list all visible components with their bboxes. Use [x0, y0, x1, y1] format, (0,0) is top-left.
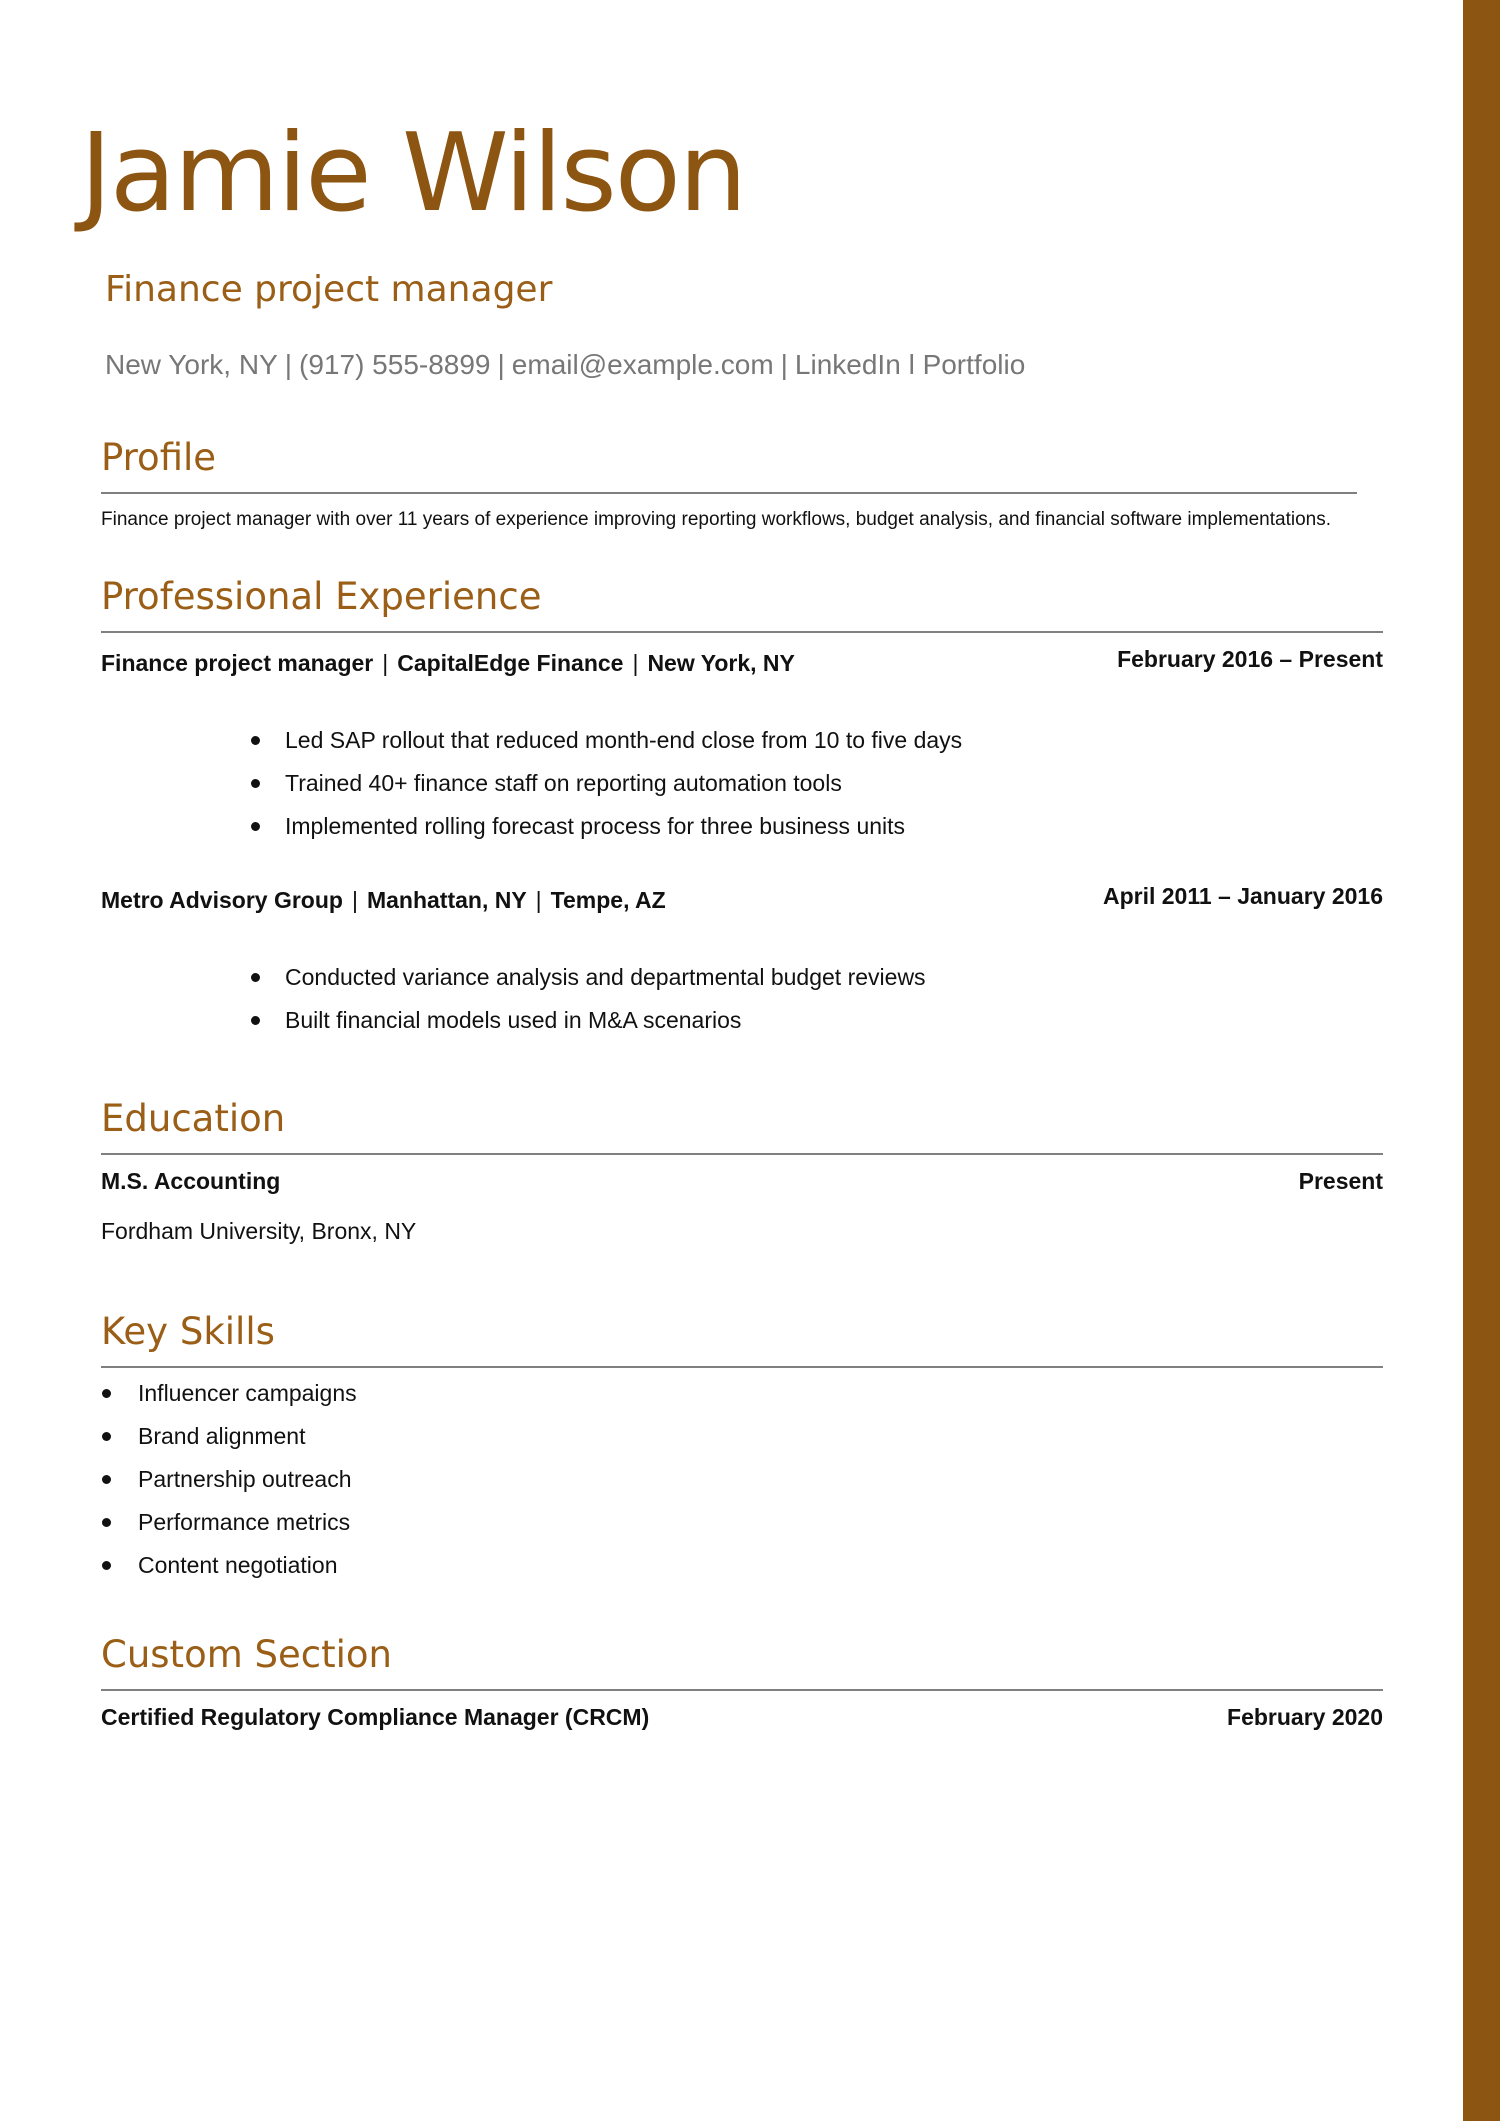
- contact-location: New York, NY: [105, 349, 278, 380]
- skill-item: Influencer campaigns: [101, 1372, 1383, 1415]
- separator: |: [497, 349, 505, 380]
- section-divider: [101, 1689, 1383, 1691]
- section-heading-custom: Custom Section: [101, 1633, 392, 1676]
- custom-section: [101, 1633, 1383, 1733]
- list-item: Trained 40+ finance staff on reporting automation tools: [101, 762, 1383, 805]
- contact-line: [105, 348, 1025, 382]
- section-heading-experience: Professional Experience: [101, 575, 542, 618]
- separator: |: [284, 349, 293, 380]
- candidate-name: Jamie Wilson: [80, 111, 746, 236]
- education-header: [101, 1167, 1383, 1197]
- separator: |: [382, 650, 389, 677]
- contact-email[interactable]: email@example.com: [511, 349, 774, 380]
- job-company: CapitalEdge Finance: [397, 650, 624, 677]
- list-item: Conducted variance analysis and departmental budget reviews: [101, 956, 1383, 999]
- education-school: Fordham University, Bronx, NY: [101, 1218, 417, 1245]
- job-dates: February 2016 – Present: [1117, 646, 1383, 673]
- section-divider: [101, 492, 1357, 494]
- skills-list: [101, 1372, 1383, 1587]
- skills-section: [101, 1310, 1383, 1587]
- job-location-secondary: Tempe, AZ: [550, 887, 666, 914]
- section-divider: [101, 1153, 1383, 1155]
- section-divider: [101, 631, 1383, 633]
- job-title: Finance project manager: [105, 269, 553, 310]
- list-item: Built financial models used in M&A scenarios: [101, 999, 1383, 1042]
- list-item: Implemented rolling forecast process for three business units: [101, 805, 1383, 848]
- job-header: [101, 646, 1383, 679]
- contact-links[interactable]: LinkedIn l Portfolio: [794, 349, 1026, 380]
- section-heading-skills: Key Skills: [101, 1310, 275, 1353]
- job-location: New York, NY: [647, 650, 795, 677]
- job-dates: April 2011 – January 2016: [1102, 883, 1383, 910]
- certification-name: Certified Regulatory Compliance Manager (CRCM): [101, 1704, 650, 1731]
- skill-item: Performance metrics: [101, 1501, 1383, 1544]
- separator: |: [351, 887, 358, 914]
- job-role: Finance project manager: [101, 650, 374, 677]
- separator: |: [632, 650, 639, 677]
- section-divider: [101, 1366, 1383, 1368]
- job-location: Manhattan, NY: [366, 887, 527, 914]
- section-heading-profile: Profile: [101, 436, 217, 479]
- skill-item: Brand alignment: [101, 1415, 1383, 1458]
- skill-item: Partnership outreach: [101, 1458, 1383, 1501]
- experience-section: [101, 575, 1383, 1042]
- education-section: [101, 1097, 1383, 1247]
- job-title-line: [101, 886, 666, 916]
- education-degree: M.S. Accounting: [101, 1168, 281, 1195]
- separator: |: [780, 349, 788, 380]
- skill-item: Content negotiation: [101, 1544, 1383, 1587]
- job-bullets: [101, 956, 1383, 1042]
- profile-section: [101, 436, 1357, 533]
- custom-entry: [101, 1703, 1383, 1733]
- job-title-line: [101, 649, 795, 679]
- accent-side-bar: [1463, 0, 1500, 2121]
- separator: |: [535, 887, 542, 914]
- contact-phone: (917) 555-8899: [299, 349, 491, 380]
- profile-summary: Finance project manager with over 11 years of experience improving reporting workflows, budget analysis, and financial software implementations.: [101, 509, 1331, 531]
- job-bullets: [101, 719, 1383, 848]
- certification-date: February 2020: [1227, 1704, 1383, 1731]
- list-item: Led SAP rollout that reduced month-end close from 10 to five days: [101, 719, 1383, 762]
- section-heading-education: Education: [101, 1097, 286, 1140]
- job-header: [101, 883, 1383, 916]
- education-date: Present: [1298, 1168, 1383, 1195]
- job-company: Metro Advisory Group: [101, 887, 343, 914]
